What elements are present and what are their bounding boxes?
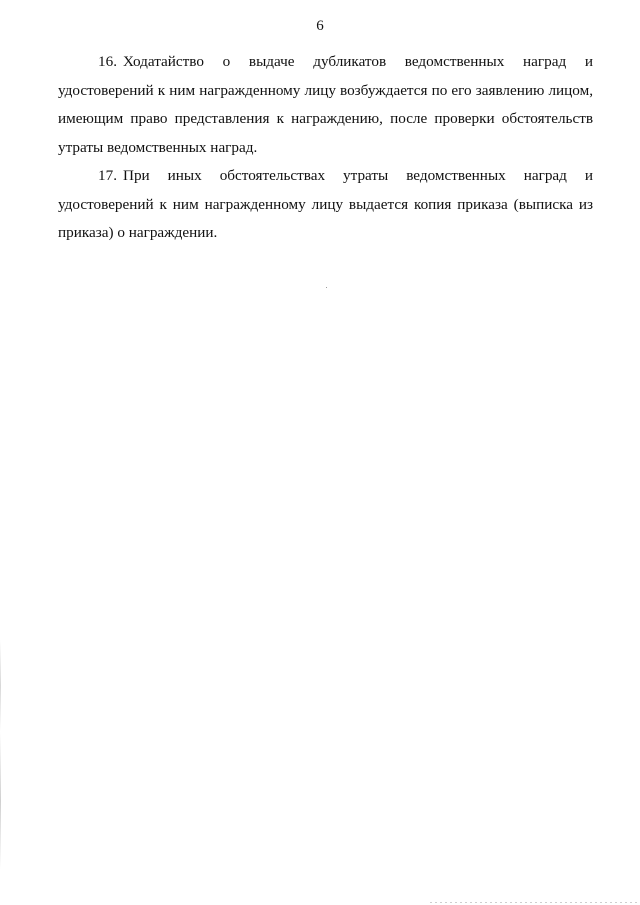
paragraph-17: [58, 162, 593, 248]
paragraph-number: 16.: [98, 53, 117, 70]
paragraph-text: При иных обстоятельствах утраты ведомственных наград и удостоверений к ним награжденному лицу выдается копия приказа (выписка из приказа) о награждении.: [58, 167, 593, 241]
scan-edge-left: [0, 640, 1, 870]
paragraph-text: Ходатайство о выдаче дубликатов ведомственных наград и удостоверений к ним награжденному лицу возбуждается по его заявлению лицом, имеющим право представления к награждению, после проверки обстоятельств утраты ведомственных наград.: [58, 53, 593, 156]
scan-edge-bottom: [430, 902, 640, 903]
page-number: 6: [316, 18, 324, 34]
scan-speck: [326, 287, 327, 288]
paragraph-16: [58, 48, 593, 162]
document-body: [58, 48, 593, 248]
paragraph-number: 17.: [98, 167, 117, 184]
